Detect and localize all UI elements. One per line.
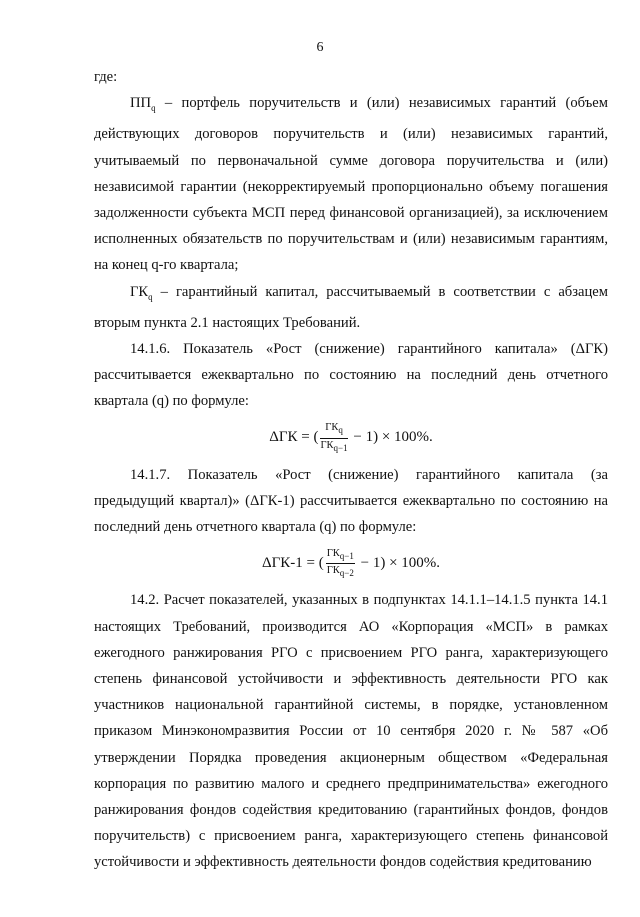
formula-1-rhs: − 1) × 100%. [349,429,433,446]
paragraph-14-1-6: 14.1.6. Показатель «Рост (снижение) гарантийного капитала» (ΔГК) рассчитывается ежеквартально по состоянию на последний день отчетного квартала (q) по формуле: [94,340,608,410]
formula-2-fraction [326,548,355,579]
formula-1-den-sub: q−1 [333,442,348,453]
pp-definition-text: – портфель поручительств и (или) независимых гарантий (объем действующих договоров поручительств и (или) независимых гарантий, учитываемый по первоначальной сумме договора поручительства и (или) независимой гарантии (некорректируемый пропорционально объему погашения задолженности субъекта МСП перед финансовой организацией), за исключением исполненных обязательств по поручительствам и (или) независимым гарантиям, на конец q-го квартала; [94,95,608,274]
formula-2-num-sub: q−1 [339,551,354,562]
formula-1-denominator [320,439,347,454]
formula-1-numerator [320,422,347,438]
page-number: 6 [316,40,324,55]
formula-delta-gk [94,422,608,453]
formula-2-num-symbol: ГК [326,548,340,560]
gk-symbol: ГК [130,283,149,300]
formula-1-lhs: ΔГК = ( [269,429,319,446]
gk-subscript: q [148,291,153,302]
formula-1-den-symbol: ГК [320,439,334,451]
gk-definition-text: – гарантийный капитал, рассчитываемый в соответствии с абзацем вторым пункта 2.1 настоящих Требований. [94,283,608,331]
formula-delta-gk-1 [94,548,608,579]
formula-2-denominator [326,564,355,579]
gk-definition [94,279,608,336]
where-label: где: [94,69,118,85]
pp-subscript: q [151,103,156,114]
document-body [94,64,608,876]
paragraph-14-1-7: 14.1.7. Показатель «Рост (снижение) гарантийного капитала (за предыдущий квартал)» (ΔГК-1) рассчитывается ежеквартально по состоянию на последний день отчетного квартала (q) по формуле: [94,466,608,536]
formula-2-numerator [326,548,355,564]
formula-2-den-symbol: ГК [326,565,340,577]
formula-1-num-symbol: ГК [325,422,339,434]
pp-symbol: ПП [130,95,152,112]
formula-2-lhs: ΔГК-1 = ( [261,555,324,572]
formula-1-num-sub: q [338,425,343,436]
paragraph-14-2: 14.2. Расчет показателей, указанных в подпунктах 14.1.1–14.1.5 пункта 14.1 настоящих Требований, производится АО «Корпорация «МСП» в рамках ежегодного ранжирования РГО с присвоением РГО ранга, характеризующего степень финансовой устойчивости и эффективность деятельности РГО как участников национальной гарантийной системы, в порядке, установленном приказом Минэкономразвития России от 10 сентября 2020 г. № 587 «Об утверждении Порядка проведения акционерным обществом «Федеральная корпорация по развитию малого и среднего предпринимательства» ежегодного ранжирования фондов содействия кредитованию (гарантийных фондов, фондов поручительств) с присвоением ранга, характеризующего степень финансовой устойчивости и эффективность деятельности фондов содействия кредитованию [94,592,608,871]
formula-1-fraction [320,422,347,453]
formula-2-den-sub: q−2 [339,568,354,579]
pp-definition [94,90,608,278]
formula-2-rhs: − 1) × 100%. [356,555,441,572]
